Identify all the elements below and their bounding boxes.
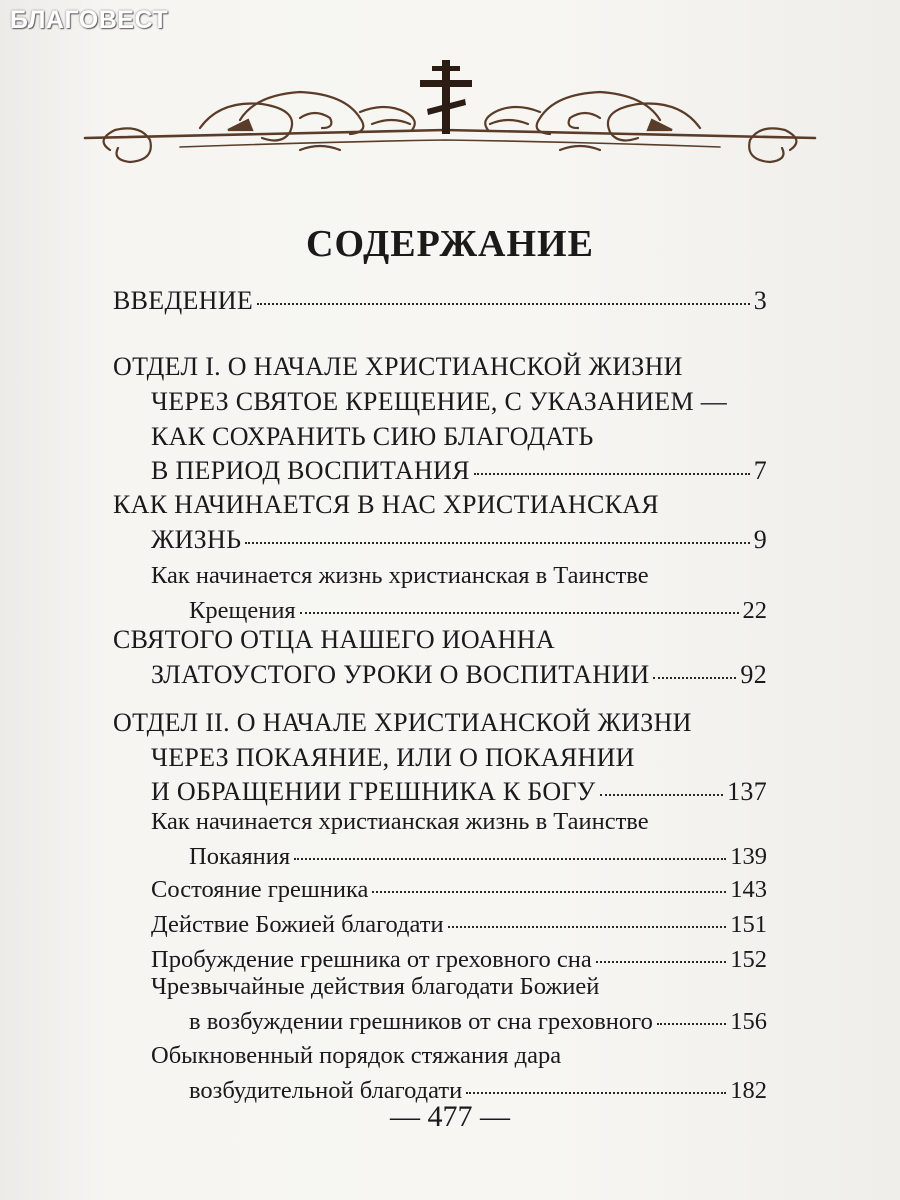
toc-entry-introduction: [113, 288, 767, 314]
dot-leader: [245, 542, 749, 544]
dot-leader: [596, 961, 727, 963]
dot-leader: [300, 612, 739, 614]
toc-page-number: 9: [753, 525, 767, 554]
toc-entry-title-line: в возбуждении грешников от сна греховного: [189, 1008, 653, 1035]
toc-entry-title-line: возбудительной благодати: [189, 1077, 463, 1104]
toc-entry-title-line: Обыкновенный порядок стяжания дара: [151, 1042, 562, 1069]
dot-leader: [372, 891, 726, 893]
toc-page-number: 92: [740, 660, 767, 689]
dot-leader: [294, 858, 726, 860]
toc-entry-sinner-state: [151, 878, 767, 903]
dot-leader: [657, 1023, 726, 1025]
watermark-logo: БЛАГОВЕСТ: [10, 6, 169, 34]
toc-entry-chrysostom: [151, 662, 767, 688]
toc-page-number: 137: [727, 777, 767, 806]
toc-entry-repentance: [189, 845, 767, 870]
toc-page-number: 152: [730, 946, 767, 973]
toc-entry-title-line: Покаяния: [189, 843, 291, 870]
page-title: СОДЕРЖАНИЕ: [306, 223, 594, 265]
toc-page-number: 156: [730, 1008, 767, 1035]
toc-entry-title-line: Крещения: [189, 597, 296, 624]
toc-page-number: 151: [730, 911, 767, 938]
toc-entry-title: ВВЕДЕНИЕ: [113, 286, 254, 315]
toc-entry-divine-grace: [151, 913, 767, 938]
toc-entry-title-line: ЧЕРЕЗ ПОКАЯНИЕ, ИЛИ О ПОКАЯНИИ: [151, 743, 635, 772]
toc-entry-title: Действие Божией благодати: [151, 911, 444, 938]
toc-entry-title-line: КАК НАЧИНАЕТСЯ В НАС ХРИСТИАНСКАЯ: [113, 490, 659, 519]
toc-entry-title-line: ЖИЗНЬ: [151, 525, 242, 554]
toc-entry-title-line: И ОБРАЩЕНИИ ГРЕШНИКА К БОГУ: [151, 777, 596, 806]
dot-leader: [466, 1092, 726, 1094]
toc-entry-title: Состояние грешника: [151, 876, 369, 903]
toc-entry-title-line: СВЯТОГО ОТЦА НАШЕГО ИОАННА: [113, 625, 555, 654]
dot-leader: [448, 926, 727, 928]
toc-page-number: 7: [753, 456, 767, 485]
toc-entry-title-line: ОТДЕЛ I. О НАЧАЛЕ ХРИСТИАНСКОЙ ЖИЗНИ: [113, 352, 683, 381]
toc-entry-title: Пробуждение грешника от греховного сна: [151, 946, 592, 973]
toc-entry-awakening: [151, 948, 767, 973]
toc-entry-title-line: В ПЕРИОД ВОСПИТАНИЯ: [151, 456, 470, 485]
dot-leader: [600, 794, 724, 796]
dot-leader: [653, 677, 736, 679]
page-number-footer: — 477 —: [390, 1100, 510, 1133]
toc-entry-title-line: Как начинается христианская жизнь в Таинстве: [151, 808, 649, 835]
dot-leader: [474, 473, 750, 475]
toc-page-number: 22: [742, 597, 767, 624]
toc-entry-title-line: КАК СОХРАНИТЬ СИЮ БЛАГОДАТЬ: [151, 422, 594, 451]
toc-entry-section-two: [151, 779, 767, 805]
toc-entry-title-line: Как начинается жизнь христианская в Таинстве: [151, 562, 649, 589]
toc-page-number: 139: [730, 843, 767, 870]
cross-ornament-icon: [0, 0, 900, 200]
toc-entry-title-line: ОТДЕЛ II. О НАЧАЛЕ ХРИСТИАНСКОЙ ЖИЗНИ: [113, 708, 692, 737]
toc-entry-title-line: ЧЕРЕЗ СВЯТОЕ КРЕЩЕНИЕ, С УКАЗАНИЕМ —: [151, 387, 727, 416]
toc-entry-extraordinary-grace: [189, 1010, 767, 1035]
toc-entry-section-one: [151, 458, 767, 484]
toc-page-number: 3: [753, 286, 767, 315]
toc-page-number: 143: [730, 876, 767, 903]
toc-entry-title-line: ЗЛАТОУСТОГО УРОКИ О ВОСПИТАНИИ: [151, 660, 650, 689]
toc-entry-baptism: [189, 599, 767, 624]
dot-leader: [257, 303, 750, 305]
toc-entry-title-line: Чрезвычайные действия благодати Божией: [151, 973, 600, 1000]
toc-page-number: 182: [730, 1077, 767, 1104]
toc-entry-christian-life: [151, 527, 767, 553]
